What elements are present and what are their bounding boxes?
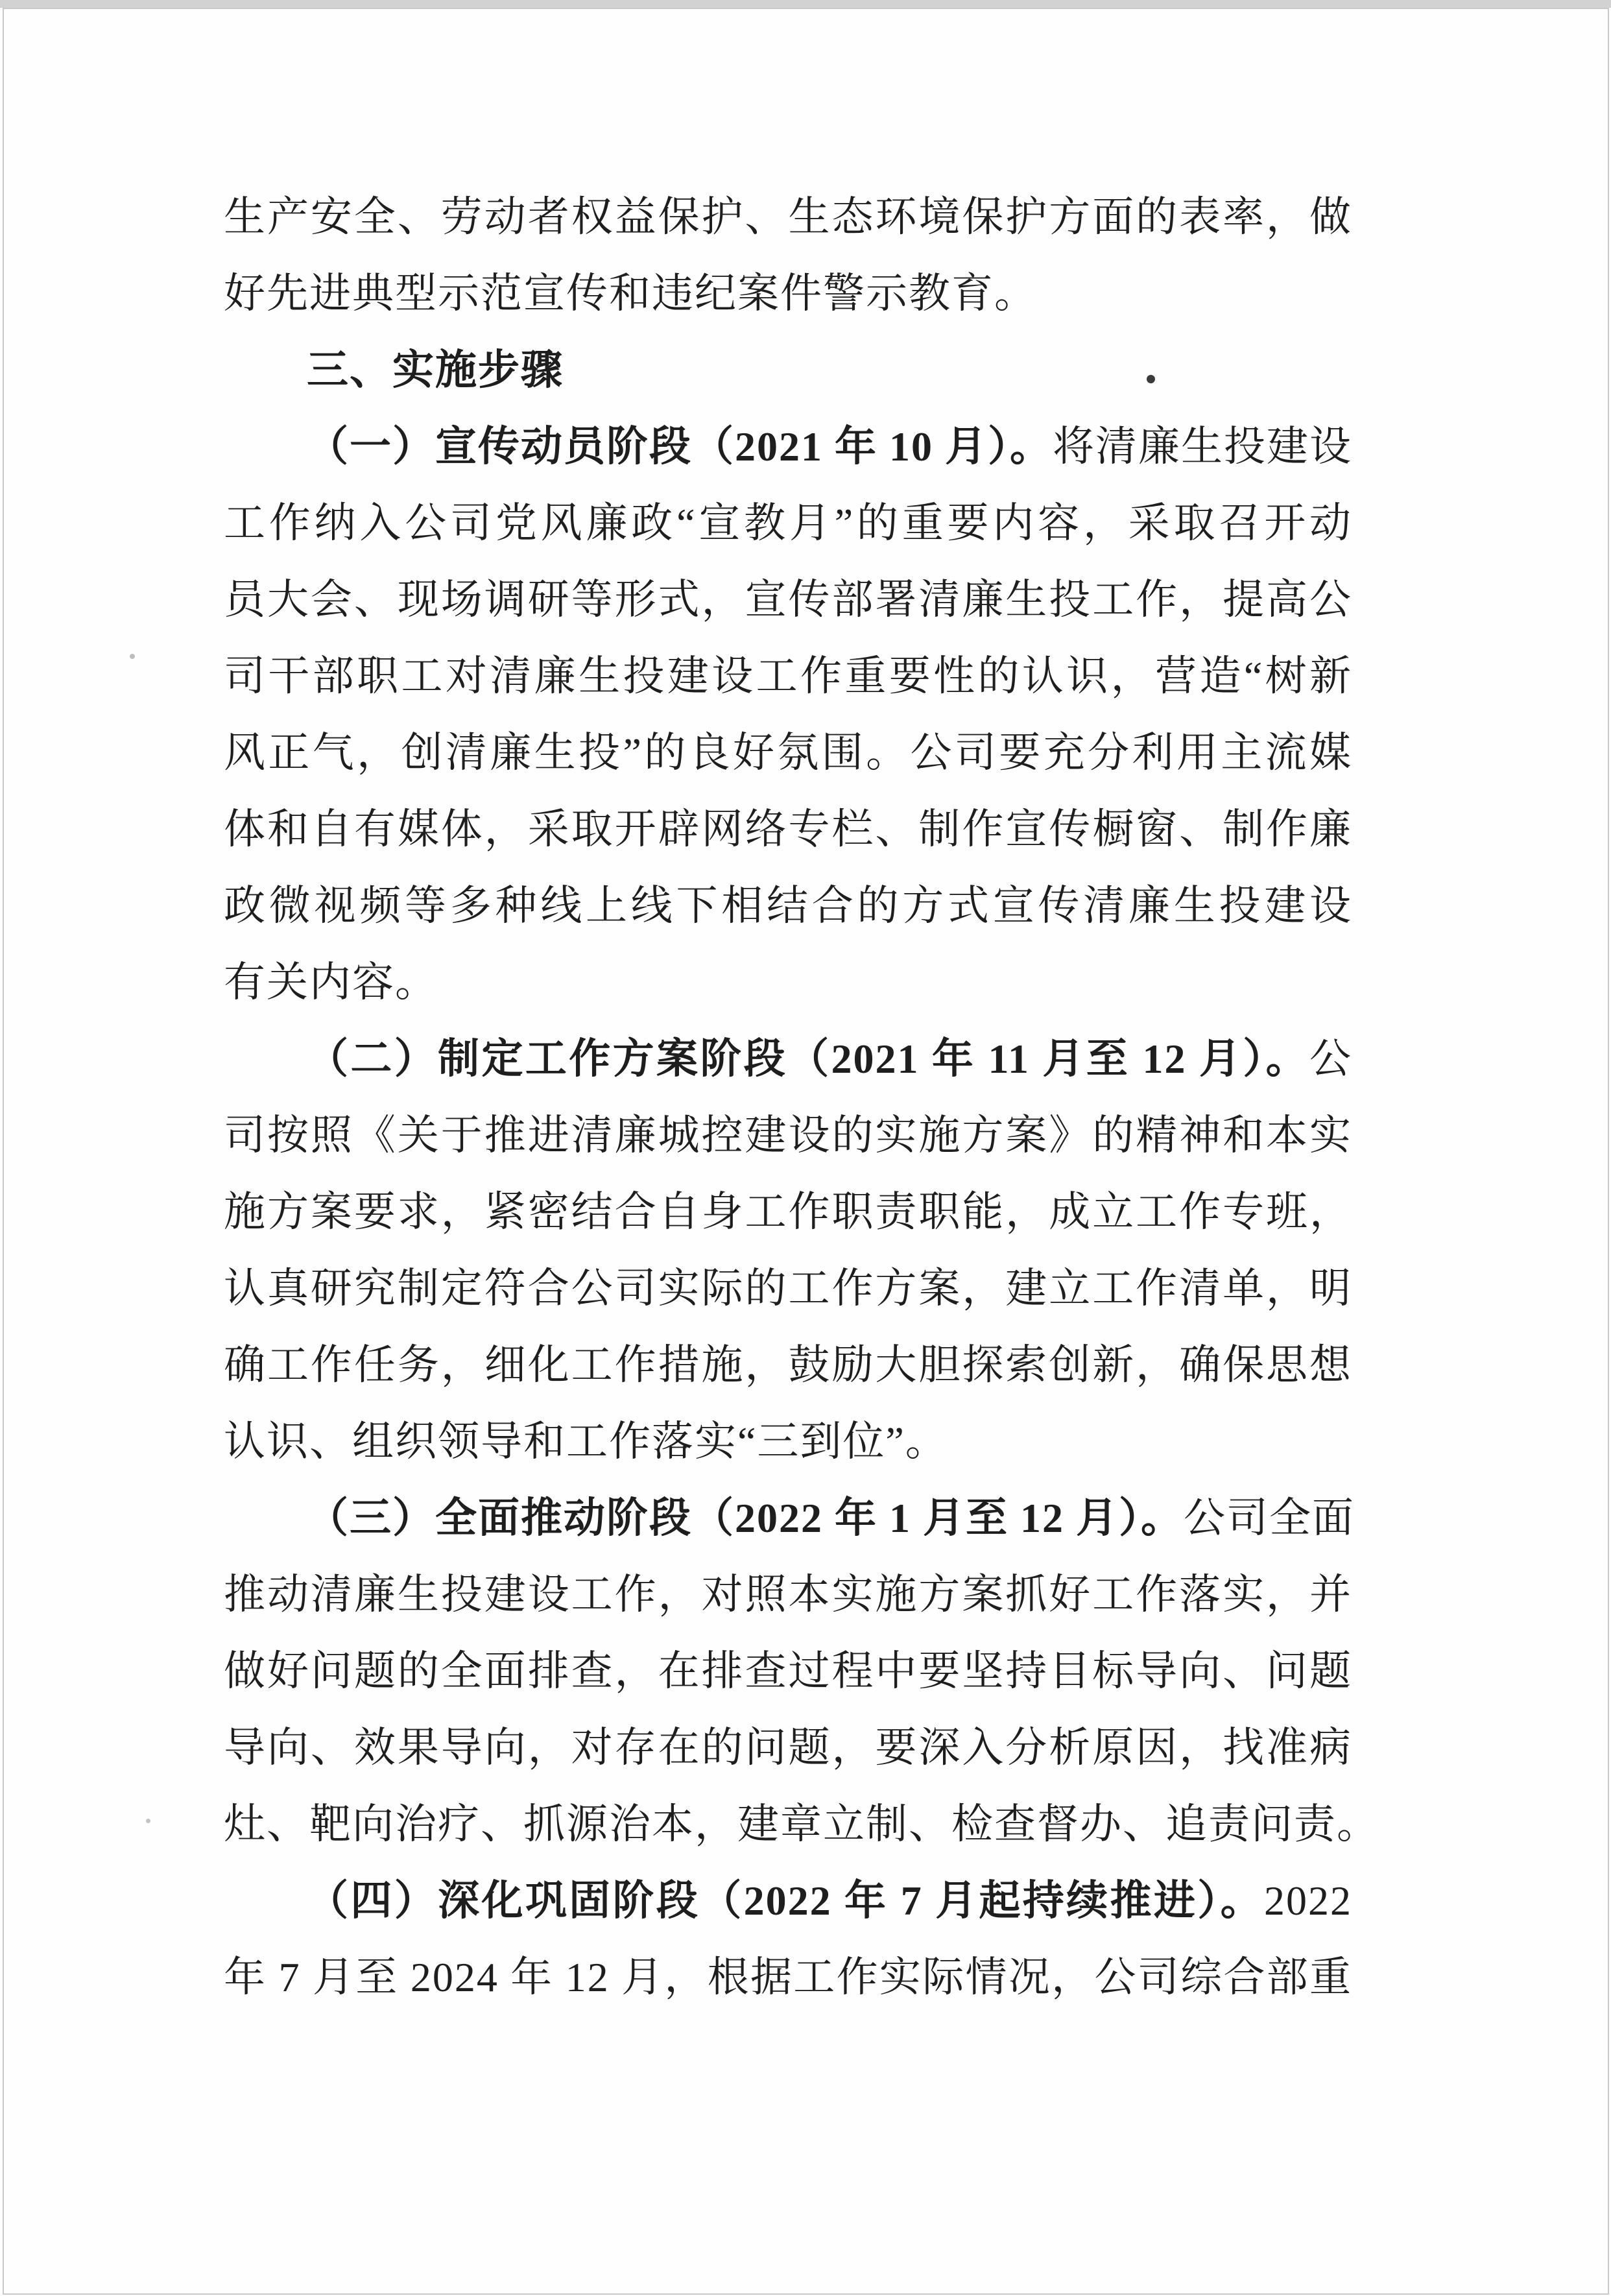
scan-edge-strip	[0, 0, 1611, 8]
text-line	[224, 1021, 1352, 1097]
heading-text-segment: （二）制定工作方案阶段（2021 年 11 月至 12 月）。	[307, 1036, 1309, 1082]
heading-text-segment: （四）深化巩固阶段（2022 年 7 月起持续推进）。	[307, 1878, 1264, 1924]
body-text-segment: 推动清廉生投建设工作，对照本实施方案抓好工作落实，并	[224, 1572, 1352, 1618]
scan-artifact-dot	[146, 1819, 150, 1823]
text-line	[224, 1786, 1379, 1863]
text-line	[224, 1480, 1355, 1557]
heading-text-segment: 三、实施步骤	[307, 347, 564, 393]
body-text-segment: 确工作任务，细化工作措施，鼓励大胆探索创新，确保思想	[224, 1342, 1352, 1388]
text-line	[224, 1863, 1352, 1939]
scan-artifact-dot	[1147, 375, 1155, 383]
text-line	[224, 1939, 1352, 2016]
body-text-segment: 将清廉生投建设	[1053, 424, 1352, 470]
body-text-segment: 好先进典型示范宣传和违纪案件警示教育。	[224, 270, 1037, 317]
text-line	[224, 179, 1352, 256]
text-line	[224, 868, 1352, 944]
body-text-segment: 公司全面	[1184, 1495, 1355, 1541]
body-text-segment: 工作纳入公司党风廉政“宣教月”的重要内容，采取召开动	[224, 500, 1352, 546]
body-text-segment: 生产安全、劳动者权益保护、生态环境保护方面的表率，做	[224, 194, 1352, 240]
body-text-segment: 司干部职工对清廉生投建设工作重要性的认识，营造“树新	[224, 653, 1352, 699]
scan-artifact-dot	[130, 654, 135, 659]
body-text-segment: 风正气，创清廉生投”的良好氛围。公司要充分利用主流媒	[224, 730, 1352, 776]
text-line	[224, 715, 1352, 791]
text-line	[224, 1174, 1352, 1250]
text-line	[224, 332, 1352, 409]
body-text-segment: 认识、组织领导和工作落实“三到位”。	[224, 1418, 948, 1465]
text-line	[224, 1250, 1352, 1327]
body-text-segment: 司按照《关于推进清廉城控建设的实施方案》的精神和本实	[224, 1112, 1352, 1158]
document-text-block	[224, 179, 1379, 2016]
text-line	[224, 638, 1352, 715]
body-text-segment: 体和自有媒体，采取开辟网络专栏、制作宣传橱窗、制作廉	[224, 806, 1352, 852]
body-text-segment: 认真研究制定符合公司实际的工作方案，建立工作清单，明	[224, 1265, 1352, 1311]
body-text-segment: 做好问题的全面排查，在排查过程中要坚持目标导向、问题	[224, 1648, 1352, 1694]
text-line	[224, 485, 1352, 562]
body-text-segment: 公	[1309, 1036, 1352, 1082]
text-line	[224, 562, 1352, 638]
text-line	[224, 1404, 1352, 1480]
text-line	[224, 1097, 1352, 1174]
body-text-segment: 灶、靶向治疗、抓源治本，建章立制、检查督办、追责问责。	[224, 1801, 1379, 1847]
text-line	[224, 1710, 1352, 1786]
body-text-segment: 年 7 月至 2024 年 12 月，根据工作实际情况，公司综合部重	[224, 1954, 1352, 2000]
text-line	[224, 791, 1352, 868]
text-line	[224, 409, 1352, 485]
body-text-segment: 员大会、现场调研等形式，宣传部署清廉生投工作，提高公	[224, 577, 1352, 623]
body-text-segment: 政微视频等多种线上线下相结合的方式宣传清廉生投建设	[224, 883, 1352, 929]
heading-text-segment: （三）全面推动阶段（2022 年 1 月至 12 月）。	[307, 1495, 1184, 1541]
body-text-segment: 导向、效果导向，对存在的问题，要深入分析原因，找准病	[224, 1725, 1352, 1771]
body-text-segment: 施方案要求，紧密结合自身工作职责职能，成立工作专班，	[224, 1189, 1352, 1235]
text-line	[224, 1633, 1352, 1710]
body-text-segment: 有关内容。	[224, 959, 438, 1005]
heading-text-segment: （一）宣传动员阶段（2021 年 10 月）。	[307, 424, 1053, 470]
text-line	[224, 944, 1352, 1021]
text-line	[224, 1327, 1352, 1404]
text-line	[224, 256, 1352, 332]
text-line	[224, 1557, 1352, 1633]
body-text-segment: 2022	[1264, 1878, 1352, 1924]
